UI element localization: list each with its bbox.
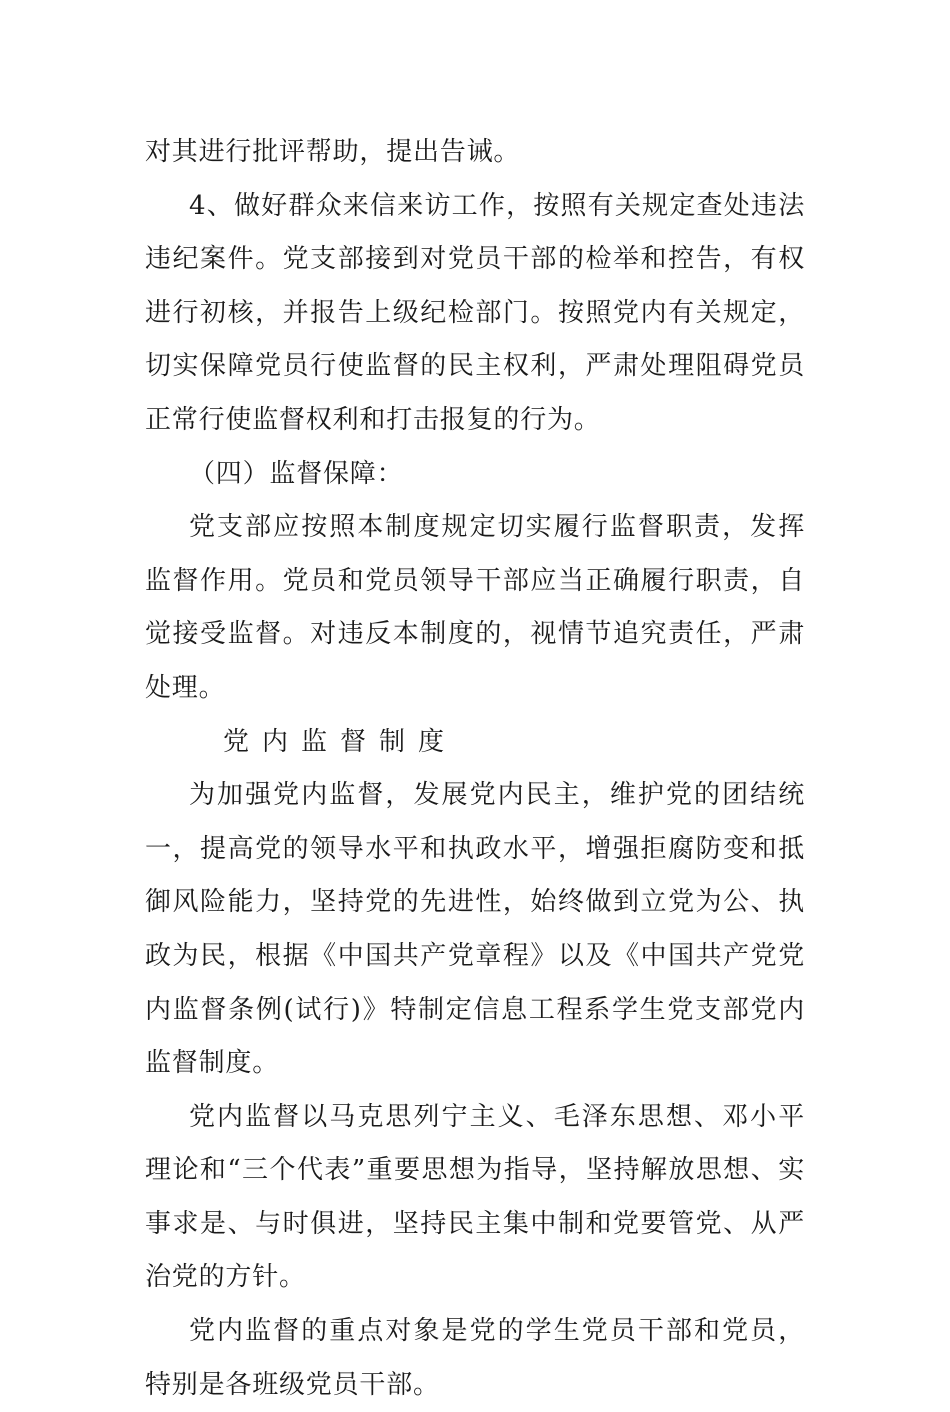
paragraph-guiding-ideology: 党内监督以马克思列宁主义、毛泽东思想、邓小平理论和“三个代表”重要思想为指导，坚持解放思想、实事求是、与时俱进，坚持民主集中制和党要管党、从严治党的方针。: [145, 1101, 805, 1293]
paragraph-intro: 为加强党内监督，发展党内民主，维护党的团结统一，提高党的领导水平和执政水平，增强拒腐防变和抵御风险能力，坚持党的先进性，始终做到立党为公、执政为民，根据《中国共产党章程》以及《中国共产党党内监督条例(试行)》特制定信息工程系学生党支部党内监督制度。: [145, 780, 805, 1079]
paragraph-supervision-guarantee: 党支部应按照本制度规定切实履行监督职责，发挥监督作用。党员和党员领导干部应当正确履行职责，自觉接受监督。对违反本制度的，视情节追究责任，严肃处理。: [145, 512, 805, 703]
document-body: [145, 126, 805, 1412]
document-title: 党内监督制度: [223, 726, 458, 757]
section-heading-supervision-guarantee: （四）监督保障：: [189, 458, 404, 489]
paragraph-item-4: 4、做好群众来信来访工作，按照有关规定查处违法违纪案件。党支部接到对党员干部的检举和控告，有权进行初核，并报告上级纪检部门。按照党内有关规定，切实保障党员行使监督的民主权利，严肃处理阻碍党员正常行使监督权利和打击报复的行为。: [145, 190, 805, 435]
paragraph-continuation: 对其进行批评帮助，提出告诫。: [145, 137, 521, 167]
paragraph-focus-objects: 党内监督的重点对象是党的学生党员干部和党员，特别是各班级党员干部。: [145, 1316, 805, 1400]
